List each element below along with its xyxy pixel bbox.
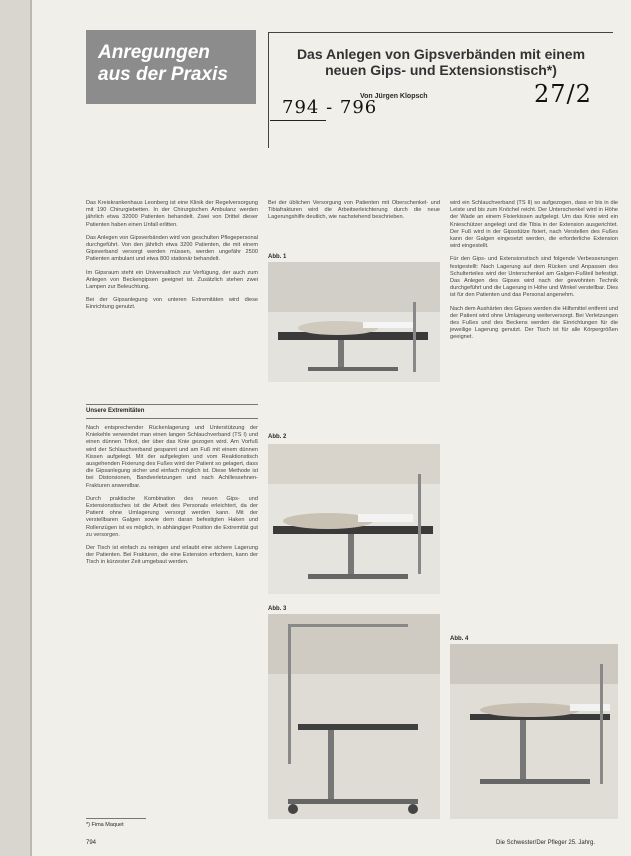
figure-2-photo [268,444,440,594]
figure-label: Abb. 3 [268,606,287,612]
paragraph: Bei der Gipsanlegung von unteren Extremitäten wird diese Einrichtung genutzt. [86,297,258,311]
paragraph: Bei der üblichen Versorgung von Patienten mit Oberschenkel- und Tibiafrakturen wird die Arbeitserleichterung durch die neue Lagerungshilfe deutlich, wie nachstehend beschrieben. [268,200,440,221]
footnote: *) Fima Maquet [86,822,124,828]
paragraph: Durch praktische Kombination des neuen Gips- und Extensionstisches ist die Arbeit des Personals erleichtert, da der Patient ohne Umlagerung versorgt werden kann. Mit der verstellbaren Galgen sowie dem daran befestigten Haken und Rollenzügen ist es möglich, in abhängiger Position die Extremität gut zu versorgen. [86,495,258,538]
figure-label: Abb. 4 [450,636,469,642]
paragraph: Für den Gips- und Extensionstisch sind folgende Verbesserungen festgestellt: Nach Lagerung auf dem Rücken und Anpassen des Schulterteiles wird der Unterschenkel am Galgen-Fußteil befestigt. Das Anlegen des Gipses wird nach der gewohnten Technik durchgeführt und die Lagerung in Höhe und Winkel verstellbar. Dies ist für den Patienten und das Personal angenehm. [450,256,618,299]
figure-1-photo [268,262,440,382]
figure-3-photo [268,614,440,819]
paragraph: Nach entsprechender Rückenlagerung und Unterstützung der Kniekehle verwendet man einen langen Schlauchverband (TS I) und einen dünnen Trikot, der über das Knie gezogen wird. Am Vorfuß wird der Schlauchverband gespannt und am Fuß mit einem dünnen Kissen aufgelegt. Mit der aufgelegten und vom Reaktionstisch ausgehenden Fixierung des Fußes wird der Patient so gelagert, dass die Gipsanlegung sicher und einfach möglich ist. Diese Methode ist bei Distorsionen, Bandverletzungen und nach Achillessehnen-Frakturen anwendbar. [86,425,258,489]
paragraph: Der Tisch ist einfach zu reinigen und erlaubt eine sichere Lagerung der Patienten. Bei Frakturen, die eine Extension erfordern, kann der Tisch in kürzester Zeit umgebaut werden. [86,545,258,566]
figure-label: Abb. 2 [268,434,287,440]
handwritten-page-range: 794 - 796 [282,97,378,118]
handwritten-underline [270,120,326,121]
column-3-text [450,200,618,348]
column-1-lower-text [86,425,258,573]
column-divider [86,404,258,405]
scan-page-edge [30,0,32,856]
scan-left-margin [0,0,30,856]
paragraph: Nach dem Aushärten des Gipses werden die Hilfsmittel entfernt und der Patient wird ohne Umlagerung weiterversorgt. Bei Verletzungen des Fußes und des Beckens werden die Einrichtungen für die jeweilige Lagerung genutzt. Der Tisch ist für alle Körpergrößen geeignet. [450,305,618,341]
section-banner [86,30,256,104]
paragraph: wird ein Schlauchverband (TS II) so aufgezogen, dass er bis in die Leiste und bis zum Knöchel reicht. Der Unterschenkel wird in Höhe der Wade an einem Fixierkissen aufgelegt. Um das Knie wird ein Knieschützer angelegt und die Tibia in der Extension ausgerichtet. Der Fuß wird in der Gipsstütze fixiert, nach Verstellen des Fußes kann der Galgen eingesetzt werden, die erforderliche Extension wird eingestellt. [450,200,618,250]
section-heading: Unsere Extremitäten [86,408,145,414]
figure-4-photo [450,644,618,819]
column-divider [86,418,258,419]
article-title-line-1: Das Anlegen von Gipsverbänden mit einem [296,46,586,62]
paragraph: Das Anlegen von Gipsverbänden wird von geschulten Pflegepersonal durchgeführt. Von den jährlich etwa 3200 Patienten, die mit einem Gipsverband versorgt werden müssen, werden ungefähr 2500 Patienten ambulant und etwa 800 stationär behandelt. [86,234,258,263]
paragraph: Das Kreiskrankenhaus Leonberg ist eine Klinik der Regelversorgung mit 190 Chirurgiebetten. In der Chirurgischen Ambulanz werden jährlich etwa 32000 Patienten behandelt. Zwei von Drittel dieser Patienten haben einen Unfall erlitten. [86,200,258,228]
banner-line-1: Anregungen [98,42,210,63]
footnote-rule [86,818,146,819]
page-number: 794 [86,840,97,846]
column-2-text [268,200,440,228]
banner-line-2: aus der Praxis [98,64,228,85]
article-author: Von Jürgen Klopsch [360,93,428,100]
column-1-text [86,200,258,318]
article-title [272,46,610,78]
article-title-line-2: neuen Gips- und Extensionstisch*) [325,62,557,78]
paragraph: Im Gipsraum steht ein Universaltisch zur Verfügung, der auch zum Anlegen von Beckengipsen geeignet ist. Zusätzlich stehen zwei Lampen zur Beleuchtung. [86,269,258,291]
handwritten-mark: 27/2 [534,80,592,108]
figure-label: Abb. 1 [268,254,287,260]
journal-name: Die Schwester/Der Pfleger 25. Jahrg. [496,840,596,846]
